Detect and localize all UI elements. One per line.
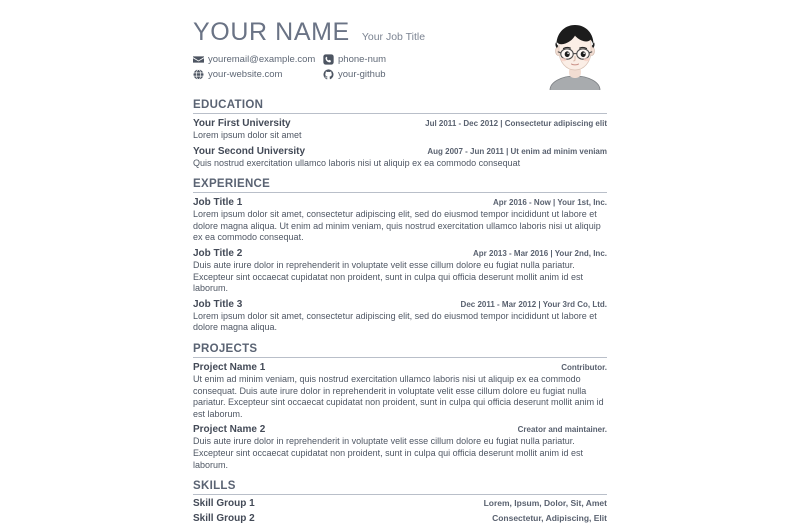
candidate-name: YOUR NAME — [193, 18, 350, 46]
entry-body: Lorem ipsum dolor sit amet — [193, 130, 302, 140]
section-title-skills: SKILLS — [193, 479, 607, 495]
experience-entry — [193, 196, 607, 244]
education-entry — [193, 117, 607, 142]
entry-body: Duis aute irure dolor in reprehenderit in voluptate velit esse cillum dolore eu fugiat nulla pariatur. Excepteur sint occaecat cupidatat non proident, sunt in culpa qui officia deserunt mollit anim id est laborum. — [193, 259, 584, 294]
contact-github[interactable] — [323, 68, 493, 81]
entry-meta: Creator and maintainer. — [517, 425, 607, 435]
contact-email[interactable] — [193, 53, 323, 66]
skill-group-name: Skill Group 2 — [193, 513, 255, 525]
project-entry — [193, 361, 607, 420]
entry-head — [193, 423, 607, 436]
github-icon — [323, 69, 334, 80]
entry-body: Lorem ipsum dolor sit amet, consectetur adipiscing elit, sed do eiusmod tempor incididunt ut labore et dolore magna aliqua. — [193, 310, 597, 333]
contact-website[interactable] — [193, 68, 323, 81]
section-education — [193, 98, 607, 169]
skill-group-name: Skill Group 1 — [193, 498, 255, 510]
experience-entry — [193, 247, 607, 295]
entry-title: Job Title 2 — [193, 247, 243, 259]
skill-group-values: Consectetur, Adipiscing, Elit — [492, 513, 607, 524]
contact-website-text: your-website.com — [208, 69, 283, 80]
entry-title: Job Title 1 — [193, 197, 243, 209]
entry-title: Project Name 2 — [193, 424, 266, 436]
entry-body: Lorem ipsum dolor sit amet, consectetur adipiscing elit, sed do eiusmod tempor incididunt ut labore et dolore magna aliqua. Ut enim ad minim veniam, quis nostrud exercitation ullamco laboris nisi ut aliquip ex ea commodo consequat. — [193, 209, 601, 243]
section-title-education: EDUCATION — [193, 98, 607, 114]
section-projects — [193, 342, 607, 471]
entry-meta: Jul 2011 - Dec 2012 | Consectetur adipiscing elit — [425, 119, 607, 128]
entry-title: Project Name 1 — [193, 361, 266, 373]
section-title-experience: EXPERIENCE — [193, 177, 607, 193]
section-experience — [193, 177, 607, 334]
candidate-job-title: Your Job Title — [361, 31, 426, 43]
entry-title: Your First University — [193, 118, 291, 129]
entry-meta: Dec 2011 - Mar 2012 | Your 3rd Co, Ltd. — [460, 299, 607, 309]
contact-phone-text: phone-num — [338, 54, 387, 65]
project-entry — [193, 423, 607, 471]
entry-head — [193, 298, 607, 311]
resume-header — [193, 18, 607, 90]
section-title-projects: PROJECTS — [193, 342, 607, 358]
envelope-icon — [193, 54, 204, 65]
entry-head — [193, 361, 607, 374]
skill-row — [193, 512, 607, 525]
avatar — [543, 18, 607, 90]
entry-head — [193, 247, 607, 260]
contact-phone[interactable] — [323, 53, 493, 66]
section-skills — [193, 479, 607, 525]
education-entry — [193, 145, 607, 170]
entry-meta: Contributor. — [561, 362, 607, 372]
entry-body: Ut enim ad minim veniam, quis nostrud exercitation ullamco laboris nisi ut aliquip ex ea commodo consequat. Duis aute irure dolor in reprehenderit in voluptate velit esse cillum dolore eu fugiat nulla pariatur. Excepteur sint occaecat cupidatat non proident, sunt in culpa qui officia deserunt mollit anim id est laborum. — [193, 373, 604, 419]
globe-icon — [193, 69, 204, 80]
entry-body: Duis aute irure dolor in reprehenderit in voluptate velit esse cillum dolore eu fugiat nulla pariatur. Excepteur sint occaecat cupidatat non proident, sunt in culpa qui officia deserunt mollit anim id est laborum. — [193, 436, 584, 470]
entry-head — [193, 145, 607, 158]
contact-list — [193, 53, 493, 81]
contact-github-text: your-github — [338, 69, 386, 80]
resume-document — [193, 18, 607, 525]
experience-entry — [193, 298, 607, 334]
entry-meta: Aug 2007 - Jun 2011 | Ut enim ad minim veniam — [427, 146, 607, 156]
entry-meta: Apr 2013 - Mar 2016 | Your 2nd, Inc. — [473, 248, 607, 258]
entry-head — [193, 196, 607, 209]
entry-title: Your Second University — [193, 145, 306, 157]
entry-head — [193, 117, 607, 130]
entry-body: Quis nostrud exercitation ullamco laboris nisi ut aliquip ex ea commodo consequat — [193, 157, 521, 168]
phone-icon — [323, 54, 334, 65]
contact-email-text: youremail@example.com — [208, 54, 316, 65]
entry-title: Job Title 3 — [193, 298, 243, 310]
entry-meta: Apr 2016 - Now | Your 1st, Inc. — [493, 198, 607, 208]
skill-row — [193, 497, 607, 510]
skill-group-values: Lorem, Ipsum, Dolor, Sit, Amet — [483, 498, 607, 509]
